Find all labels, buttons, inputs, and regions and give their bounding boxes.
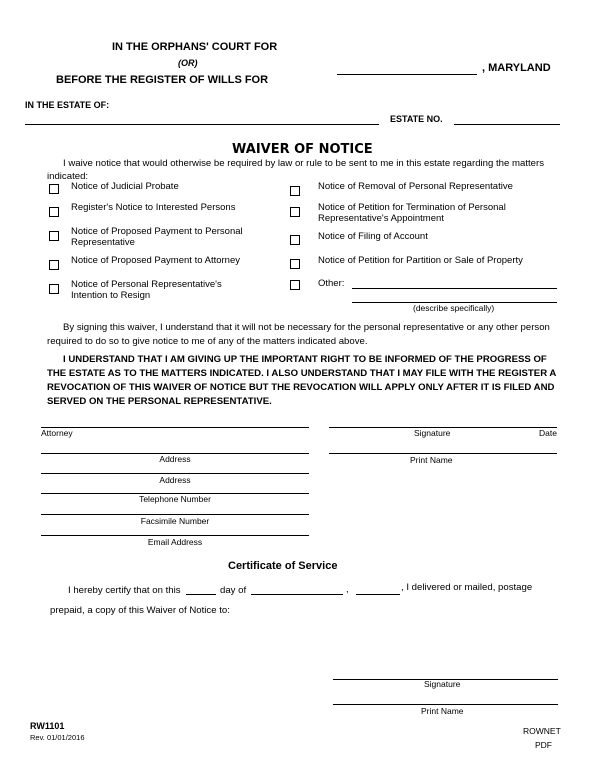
pdf-label: PDF — [535, 740, 552, 750]
signature-label: Signature — [414, 428, 451, 438]
estate-no-label: ESTATE NO. — [390, 114, 443, 124]
address-line-2[interactable] — [41, 473, 309, 474]
checkbox-removal-pr[interactable] — [290, 186, 300, 196]
cert-day-field[interactable] — [186, 594, 216, 595]
other-field-1[interactable] — [352, 288, 557, 289]
print-name-line[interactable] — [329, 453, 557, 454]
form-title: WAIVER OF NOTICE — [232, 142, 373, 157]
address-label-1: Address — [159, 454, 191, 464]
rights-paragraph: I UNDERSTAND THAT I AM GIVING UP THE IMPORTANT RIGHT TO BE INFORMED OF THE PROGRESS OF THE ESTATE AS TO THE MATTERS INDICATED. I ALSO UNDERSTAND THAT I MAY FILE WITH THE REGISTER A REVOCATION OF THIS WAIVER OF NOTICE BUT THE REVOCATION WILL APPLY ONLY AFTER IT IS FILED AND SERVED ON THE PERSONAL REPRESENTATIVE. — [47, 354, 557, 407]
label-payment-pr: Notice of Proposed Payment to Personal Representative — [71, 226, 243, 248]
cert-text-3: , — [346, 584, 349, 595]
telephone-label: Telephone Number — [139, 494, 211, 504]
cert-print-name-label: Print Name — [421, 706, 464, 716]
or-label: (OR) — [178, 58, 198, 68]
email-line[interactable] — [41, 535, 309, 536]
cert-text-4: , I delivered or mailed, postage — [401, 582, 533, 593]
estate-of-label: IN THE ESTATE OF: — [25, 100, 110, 110]
certificate-title: Certificate of Service — [228, 560, 338, 572]
checkbox-pr-resign[interactable] — [49, 284, 59, 294]
date-label: Date — [539, 428, 557, 438]
attorney-label: Attorney — [41, 428, 73, 438]
label-registers-notice: Register's Notice to Interested Persons — [71, 202, 236, 213]
address-label-2: Address — [159, 475, 191, 485]
label-removal-pr: Notice of Removal of Personal Representative — [318, 181, 513, 192]
label-pr-resign: Notice of Personal Representative's Intention to Resign — [71, 279, 222, 301]
attorney-line[interactable] — [41, 427, 309, 428]
label-judicial-probate: Notice of Judicial Probate — [71, 181, 179, 192]
label-partition-sale: Notice of Petition for Partition or Sale of Property — [318, 255, 523, 266]
email-label: Email Address — [147, 537, 203, 547]
print-name-label: Print Name — [410, 455, 453, 465]
label-payment-attorney: Notice of Proposed Payment to Attorney — [71, 255, 240, 266]
form-number: RW1101 — [30, 721, 65, 731]
revision-date: Rev. 01/01/2016 — [30, 733, 85, 742]
cert-text-5: prepaid, a copy of this Waiver of Notice to: — [50, 605, 230, 616]
checkbox-other[interactable] — [290, 280, 300, 290]
county-field[interactable] — [337, 74, 477, 75]
court-line-2: BEFORE THE REGISTER OF WILLS FOR — [56, 74, 269, 86]
rownet-label: ROWNET — [523, 726, 561, 736]
label-other: Other: — [318, 278, 345, 289]
waiver-paragraph: By signing this waiver, I understand that it will not be necessary for the personal representative or any other person required to do so to give notice to me of any of the matters indicated above. — [47, 322, 550, 347]
cert-text-2: day of — [220, 585, 247, 596]
label-filing-account: Notice of Filing of Account — [318, 231, 428, 242]
checkbox-registers-notice[interactable] — [49, 207, 59, 217]
cert-month-field[interactable] — [251, 594, 343, 595]
describe-label: (describe specifically) — [413, 303, 495, 313]
cert-print-name-line[interactable] — [333, 704, 558, 705]
checkbox-termination[interactable] — [290, 207, 300, 217]
estate-no-field[interactable] — [454, 124, 560, 125]
estate-name-field[interactable] — [25, 124, 379, 125]
checkbox-payment-pr[interactable] — [49, 231, 59, 241]
intro-text: I waive notice that would otherwise be required by law or rule to be sent to me in this estate regarding the matters indicated: — [47, 158, 545, 182]
cert-year-field[interactable] — [356, 594, 400, 595]
cert-text-1: I hereby certify that on this — [68, 585, 181, 596]
checkbox-judicial-probate[interactable] — [49, 184, 59, 194]
cert-signature-label: Signature — [424, 679, 461, 689]
court-line-1: IN THE ORPHANS' COURT FOR — [112, 41, 278, 53]
checkbox-partition-sale[interactable] — [290, 259, 300, 269]
checkbox-filing-account[interactable] — [290, 235, 300, 245]
label-termination: Notice of Petition for Termination of Personal Representative's Appointment — [318, 202, 506, 224]
checkbox-payment-attorney[interactable] — [49, 260, 59, 270]
fax-line[interactable] — [41, 514, 309, 515]
maryland-label: , MARYLAND — [482, 62, 551, 74]
fax-label: Facsimile Number — [140, 516, 210, 526]
